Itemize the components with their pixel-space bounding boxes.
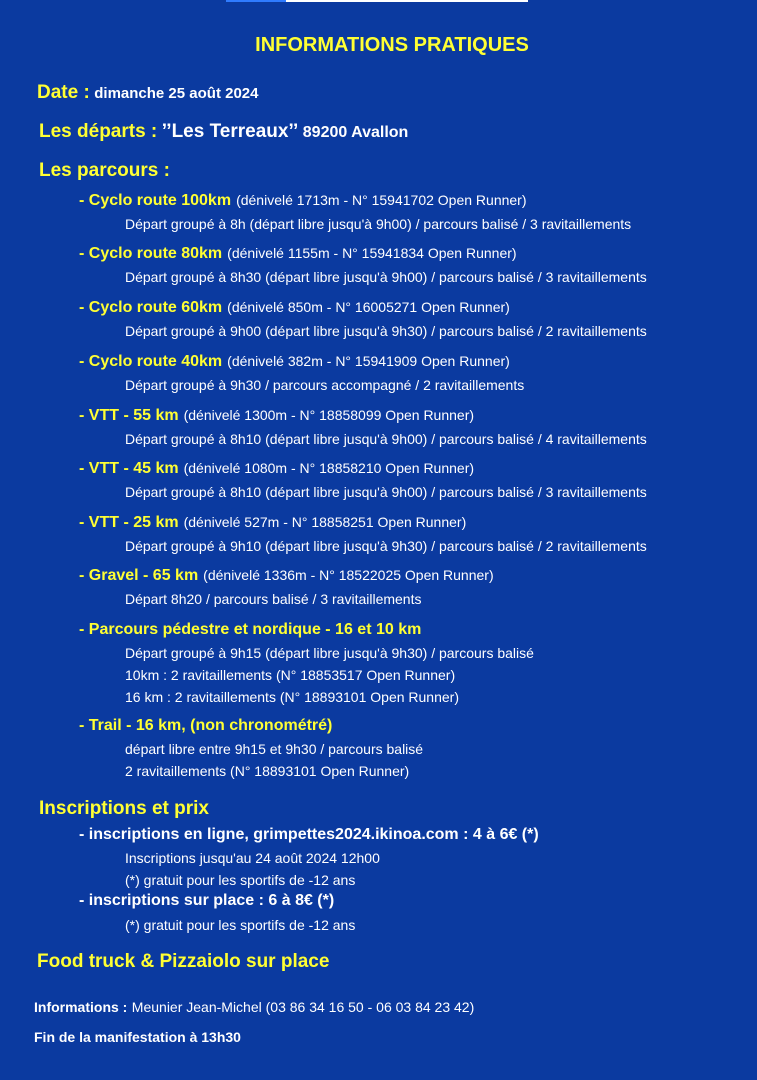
departs-place: ’’Les Terreaux’’ xyxy=(161,121,299,142)
course-detail: (dénivelé 850m - N° 16005271 Open Runner) xyxy=(227,299,510,315)
page-title: INFORMATIONS PRATIQUES xyxy=(255,34,529,56)
course-description: Départ groupé à 8h30 (départ libre jusqu'à 9h00) / parcours balisé / 3 ravitaillements xyxy=(125,269,647,285)
top-divider xyxy=(226,0,528,2)
course-description: 16 km : 2 ravitaillements (N° 18893101 Open Runner) xyxy=(125,689,459,705)
course-description: Départ groupé à 9h30 / parcours accompagné / 2 ravitaillements xyxy=(125,377,525,393)
course-detail: (dénivelé 1155m - N° 15941834 Open Runner) xyxy=(227,245,517,261)
parcours-label: Les parcours : xyxy=(39,160,170,181)
course-description: Départ groupé à 9h00 (départ libre jusqu'à 9h30) / parcours balisé / 2 ravitaillements xyxy=(125,323,647,339)
course-title: - Trail - 16 km, (non chronométré) xyxy=(79,717,333,734)
course-description: 10km : 2 ravitaillements (N° 18853517 Open Runner) xyxy=(125,667,456,683)
top-divider-accent xyxy=(226,0,286,2)
end-time-line: Fin de la manifestation à 13h30 xyxy=(34,1029,241,1045)
course-heading xyxy=(79,407,474,425)
inscription-onsite-line: (*) gratuit pour les sportifs de -12 ans xyxy=(125,917,356,933)
course-description: Départ groupé à 9h15 (départ libre jusqu'à 9h30) / parcours balisé xyxy=(125,645,534,661)
course-title: - Parcours pédestre et nordique - 16 et 10 km xyxy=(79,621,422,638)
course-description: Départ groupé à 8h10 (départ libre jusqu'à 9h00) / parcours balisé / 3 ravitaillements xyxy=(125,484,647,500)
course-heading xyxy=(79,299,510,317)
course-heading xyxy=(79,717,332,735)
course-title: - Gravel - 65 km xyxy=(79,567,199,584)
departs-line xyxy=(39,121,408,143)
course-heading xyxy=(79,353,510,371)
course-description: Départ groupé à 8h (départ libre jusqu'à 9h00) / parcours balisé / 3 ravitaillements xyxy=(125,216,632,232)
course-heading xyxy=(79,567,494,585)
date-label: Date : xyxy=(37,82,90,103)
course-detail: (dénivelé 1300m - N° 18858099 Open Runner) xyxy=(183,407,475,423)
course-heading xyxy=(79,514,466,532)
course-detail: (dénivelé 1080m - N° 18858210 Open Runner) xyxy=(183,460,475,476)
course-title: - Cyclo route 100km xyxy=(79,192,232,209)
inscription-onsite-title: - inscriptions sur place : 6 à 8€ (*) xyxy=(79,892,335,909)
departs-city: 89200 Avallon xyxy=(302,124,409,141)
course-title: - VTT - 55 km xyxy=(79,407,179,424)
course-title: - Cyclo route 60km xyxy=(79,299,223,316)
course-detail: (dénivelé 1713m - N° 15941702 Open Runner) xyxy=(236,192,527,208)
contact-line xyxy=(34,999,474,1017)
contact-value: Meunier Jean-Michel (03 86 34 16 50 - 06 03 84 23 42) xyxy=(131,999,475,1015)
course-title: - Cyclo route 40km xyxy=(79,353,223,370)
departs-label: Les départs : xyxy=(39,121,158,142)
course-detail: (dénivelé 382m - N° 15941909 Open Runner) xyxy=(227,353,510,369)
inscription-online-line: Inscriptions jusqu'au 24 août 2024 12h00 xyxy=(125,850,380,866)
course-heading xyxy=(79,192,527,210)
course-description: 2 ravitaillements (N° 18893101 Open Runner) xyxy=(125,763,410,779)
course-description: Départ groupé à 8h10 (départ libre jusqu'à 9h00) / parcours balisé / 4 ravitaillements xyxy=(125,431,647,447)
course-description: Départ 8h20 / parcours balisé / 3 ravitaillements xyxy=(125,591,422,607)
contact-label: Informations : xyxy=(34,999,128,1015)
food-line: Food truck & Pizzaiolo sur place xyxy=(37,951,330,972)
course-description: Départ groupé à 9h10 (départ libre jusqu'à 9h30) / parcours balisé / 2 ravitaillements xyxy=(125,538,647,554)
course-detail: (dénivelé 1336m - N° 18522025 Open Runner) xyxy=(203,567,494,583)
course-heading xyxy=(79,621,421,639)
course-description: départ libre entre 9h15 et 9h30 / parcours balisé xyxy=(125,741,424,757)
course-heading xyxy=(79,460,474,478)
course-heading xyxy=(79,245,517,263)
inscription-online-line: (*) gratuit pour les sportifs de -12 ans xyxy=(125,872,356,888)
course-title: - VTT - 25 km xyxy=(79,514,179,531)
inscriptions-label: Inscriptions et prix xyxy=(39,798,209,819)
inscription-online-title: - inscriptions en ligne, grimpettes2024.ikinoa.com : 4 à 6€ (*) xyxy=(79,826,539,843)
course-title: - VTT - 45 km xyxy=(79,460,179,477)
date-value: dimanche 25 août 2024 xyxy=(94,85,259,102)
course-detail: (dénivelé 527m - N° 18858251 Open Runner) xyxy=(183,514,467,530)
course-title: - Cyclo route 80km xyxy=(79,245,223,262)
date-line xyxy=(37,82,259,104)
